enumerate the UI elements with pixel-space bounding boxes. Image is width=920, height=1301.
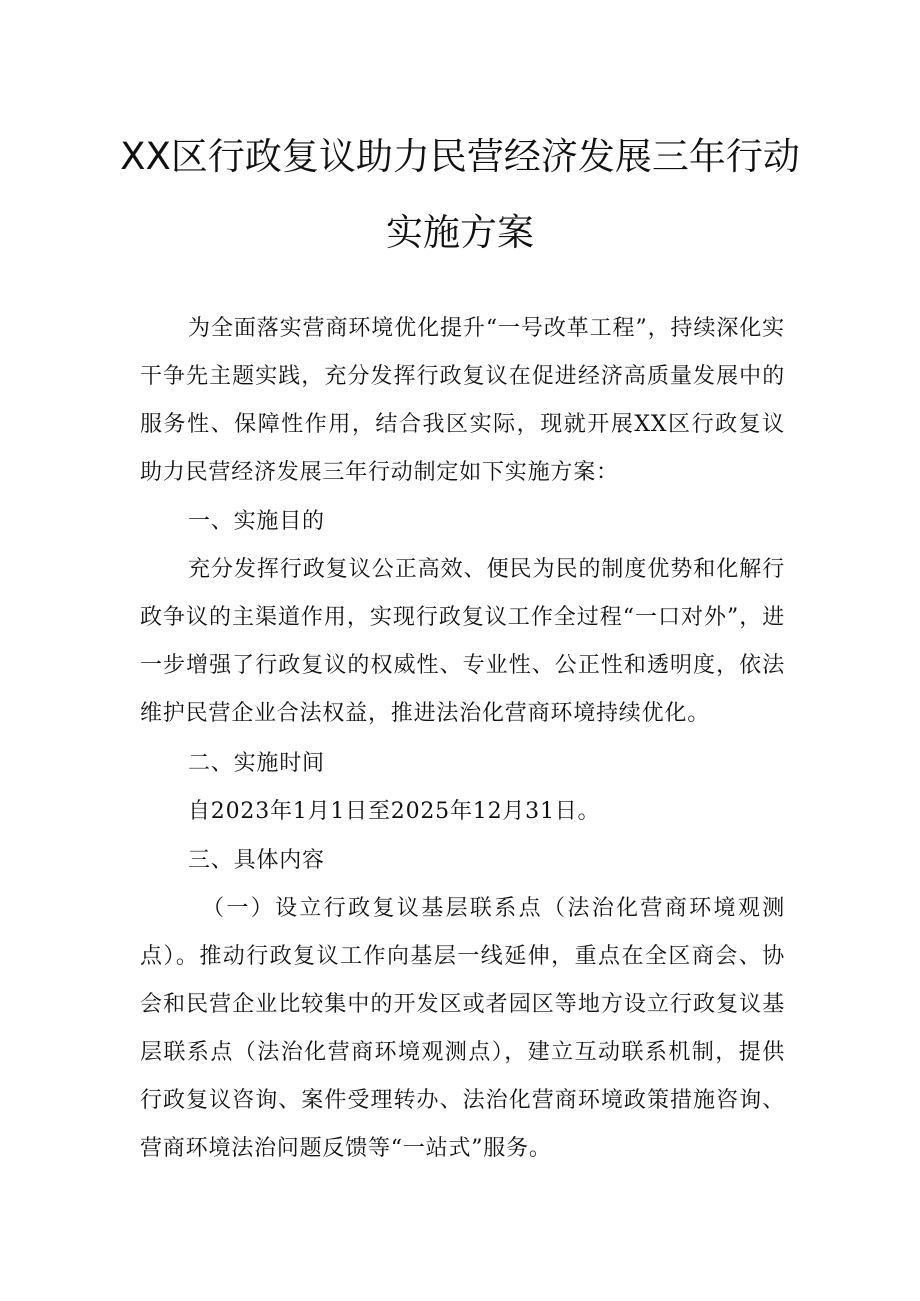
section-1-paragraph: 充分发挥行政复议公正高效、便民为民的制度优势和化解行政争议的主渠道作用，实现行政复议工作全过程“一口对外”，进一步增强了行政复议的权威性、专业性、公正性和透明度，依法维护民营企业合法权益，推进法治化营商环境持续优化。 xyxy=(140,557,785,726)
section-3-heading: 三、具体内容 xyxy=(188,848,325,873)
section-3-item-1-paragraph: （一）设立行政复议基层联系点（法治化营商环境观测点）。推动行政复议工作向基层一线延伸，重点在全区商会、协会和民营企业比较集中的开发区或者园区等地方设立行政复议基层联系点（法治化营商环境观测点），建立互动联系机制，提供行政复议咨询、案件受理转办、法治化营商环境政策措施咨询、营商环境法治问题反馈等“一站式”服务。 xyxy=(140,896,785,1161)
section-2-paragraph: 自2023年1月1日至2025年12月31日。 xyxy=(188,799,601,824)
document-title-line-2: 实施方案 xyxy=(386,211,534,254)
section-1-heading: 一、实施目的 xyxy=(188,509,325,534)
document-title-line-1: XX区行政复议助力民营经济发展三年行动 xyxy=(120,135,800,178)
section-2-heading: 二、实施时间 xyxy=(188,751,325,776)
intro-paragraph: 为全面落实营商环境优化提升“一号改革工程”，持续深化实干争先主题实践，充分发挥行政复议在促进经济高质量发展中的服务性、保障性作用，结合我区实际，现就开展XX区行政复议助力民营经济发展三年行动制定如下实施方案： xyxy=(140,316,785,485)
